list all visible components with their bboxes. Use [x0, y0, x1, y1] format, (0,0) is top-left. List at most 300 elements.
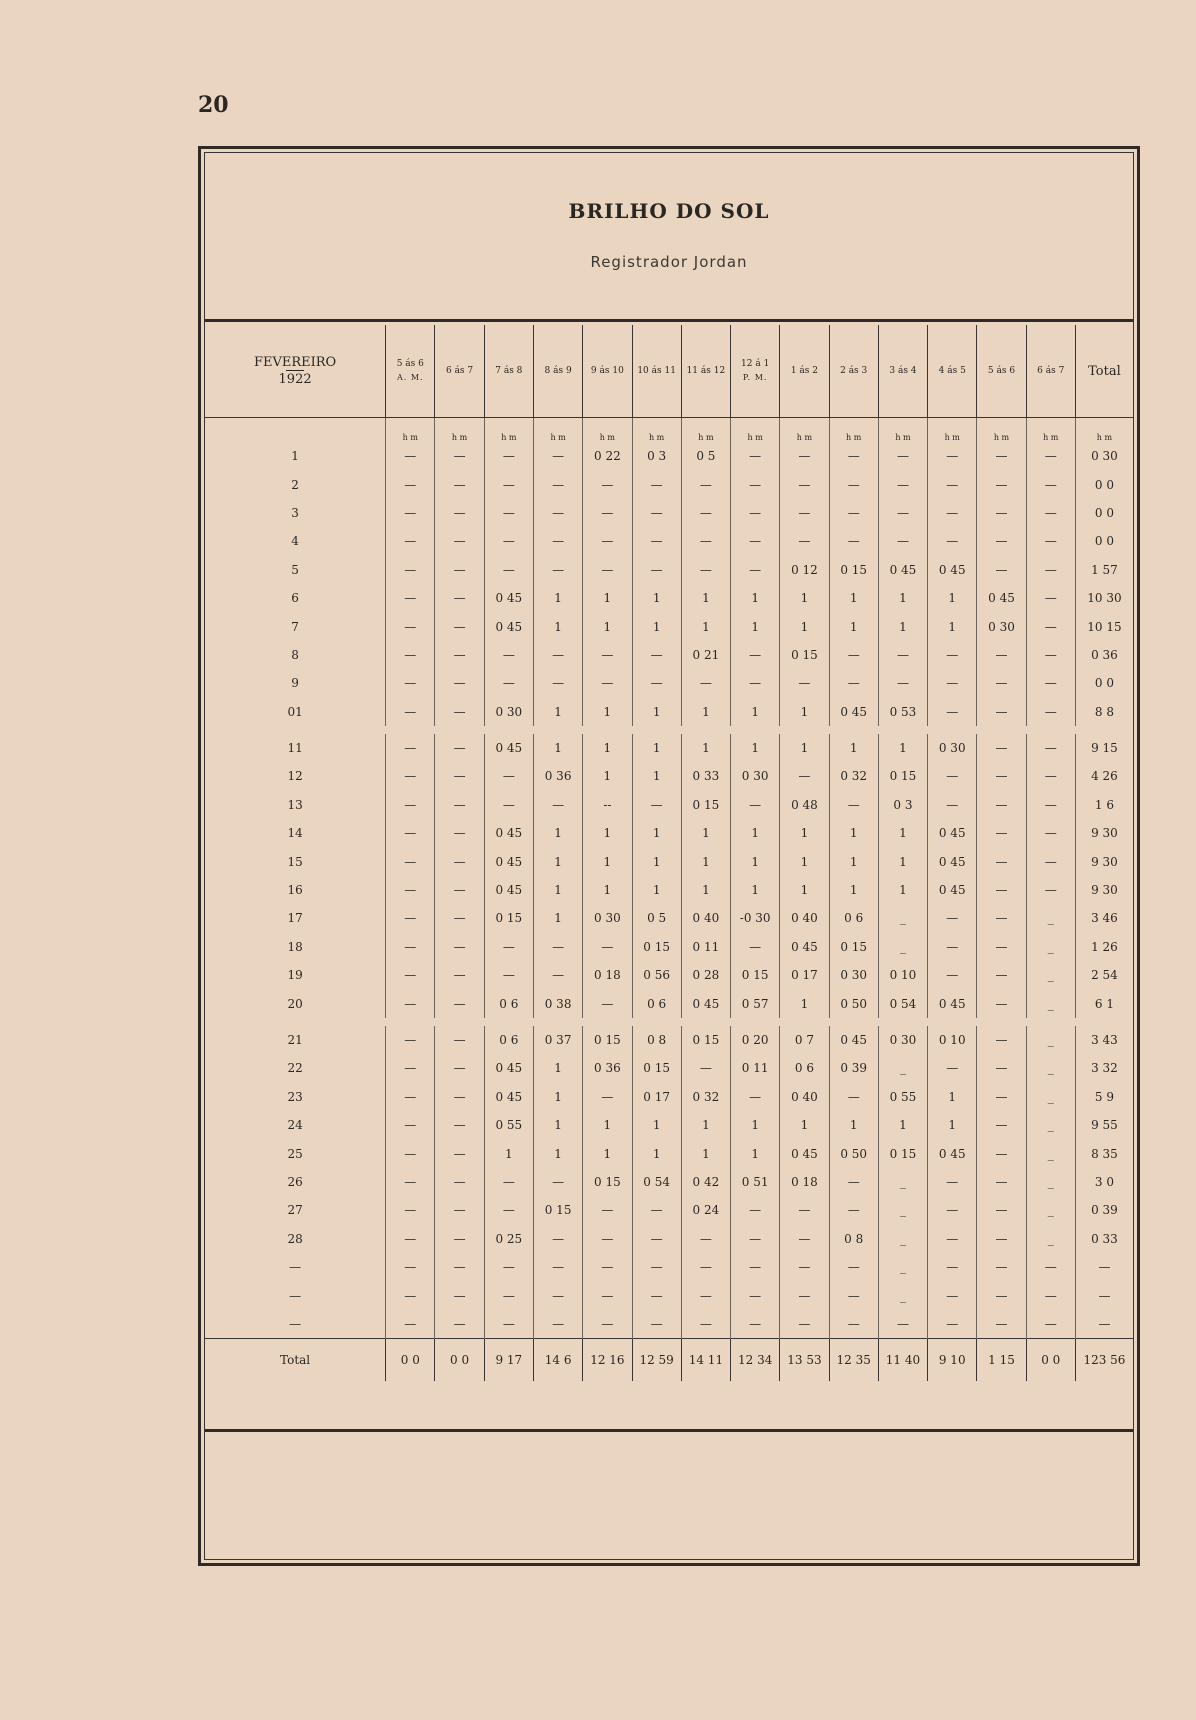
- day-cell: 5: [291, 562, 299, 577]
- day-cell: 12: [287, 769, 303, 784]
- hour-cell: —: [386, 876, 435, 904]
- hour-cell: 0 6: [632, 989, 681, 1017]
- hour-cell: —: [731, 499, 780, 527]
- day-cell: 21: [287, 1033, 303, 1047]
- day-cell: 3: [291, 505, 299, 520]
- hour-cell: —: [435, 556, 484, 584]
- hour-cell: 0 53: [878, 698, 927, 726]
- hour-cell: —: [977, 1139, 1026, 1167]
- hour-cell: 0 6: [780, 1054, 829, 1082]
- row-total-cell: 9 15: [1075, 734, 1133, 762]
- hour-cell: —: [829, 1083, 878, 1111]
- hour-cell: 1: [878, 847, 927, 875]
- month-label: FEVEREIRO: [253, 355, 337, 370]
- hour-cell: 0 15: [632, 1054, 681, 1082]
- hour-cell: —: [977, 1054, 1026, 1082]
- column-header: [533, 325, 582, 418]
- hour-cell: —: [681, 1225, 730, 1253]
- hour-cell: --: [583, 791, 632, 819]
- unit-label: h m: [1026, 418, 1075, 443]
- table-row: [205, 442, 1133, 470]
- hour-cell: —: [435, 1281, 484, 1309]
- hour-cell: —: [632, 1253, 681, 1281]
- hour-cell: —: [386, 847, 435, 875]
- hour-cell: 1: [878, 1111, 927, 1139]
- hour-cell: 1: [780, 734, 829, 762]
- row-total-cell: 9 30: [1075, 876, 1133, 904]
- hour-cell: 0 15: [681, 791, 730, 819]
- hour-cell: 1: [731, 819, 780, 847]
- hour-cell: —: [1026, 584, 1075, 612]
- hour-cell: —: [928, 470, 977, 498]
- hour-cell: 0 12: [780, 556, 829, 584]
- table-frame: [198, 146, 1140, 1566]
- hour-cell: —: [386, 762, 435, 790]
- column-header-label: 12 á 1: [741, 359, 770, 369]
- hour-cell: 0 10: [878, 961, 927, 989]
- hour-cell: —: [928, 791, 977, 819]
- hour-cell: 0 22: [583, 442, 632, 470]
- hour-cell: _: [878, 1054, 927, 1082]
- column-total-cell: 14 6: [533, 1339, 582, 1382]
- hour-cell: —: [435, 641, 484, 669]
- column-total-cell: 12 59: [632, 1339, 681, 1382]
- hour-cell: —: [977, 734, 1026, 762]
- hour-cell: 0 45: [484, 847, 533, 875]
- day-cell: 2: [291, 477, 299, 492]
- column-header-label: 1 ás 2: [790, 365, 819, 376]
- hour-cell: 0 18: [583, 961, 632, 989]
- column-header-label: 10 ás 11: [637, 365, 676, 376]
- total-row-label: Total: [205, 1339, 386, 1382]
- table-row: [205, 933, 1133, 961]
- hour-cell: —: [731, 1083, 780, 1111]
- day-cell: —: [289, 1260, 302, 1275]
- hour-cell: —: [928, 1225, 977, 1253]
- hour-cell: 0 15: [583, 1026, 632, 1054]
- table-row: [205, 791, 1133, 819]
- hour-cell: —: [878, 470, 927, 498]
- hour-cell: 1: [681, 819, 730, 847]
- hour-cell: 0 11: [681, 933, 730, 961]
- hour-cell: —: [583, 989, 632, 1017]
- hour-cell: 0 5: [681, 442, 730, 470]
- row-total-cell: 1 57: [1075, 556, 1133, 584]
- hour-cell: —: [1026, 527, 1075, 555]
- table-row: [205, 499, 1133, 527]
- column-header: [780, 325, 829, 418]
- hour-cell: 0 51: [731, 1168, 780, 1196]
- hour-cell: _: [878, 1253, 927, 1281]
- hour-cell: —: [731, 527, 780, 555]
- row-spacer-cell: [205, 1018, 1133, 1026]
- hour-cell: 0 45: [484, 1054, 533, 1082]
- hour-cell: —: [533, 470, 582, 498]
- hour-cell: —: [386, 961, 435, 989]
- grand-total-cell: 123 56: [1075, 1339, 1133, 1382]
- hour-cell: 0 36: [583, 1054, 632, 1082]
- hour-cell: 0 15: [878, 762, 927, 790]
- hour-cell: —: [435, 669, 484, 697]
- hour-cell: 0 6: [484, 1026, 533, 1054]
- hour-cell: —: [731, 1196, 780, 1224]
- hour-cell: —: [386, 584, 435, 612]
- hour-cell: —: [829, 1281, 878, 1309]
- hour-cell: —: [977, 1111, 1026, 1139]
- hour-cell: 1: [632, 819, 681, 847]
- table-row: [205, 734, 1133, 762]
- table-row: [205, 1139, 1133, 1167]
- hour-cell: 0 55: [878, 1083, 927, 1111]
- hour-cell: —: [878, 641, 927, 669]
- hour-cell: —: [878, 1310, 927, 1339]
- hour-cell: _: [1026, 1111, 1075, 1139]
- hour-cell: —: [681, 556, 730, 584]
- hour-cell: —: [681, 499, 730, 527]
- hour-cell: —: [928, 698, 977, 726]
- hour-cell: 1: [878, 584, 927, 612]
- hour-cell: _: [1026, 1026, 1075, 1054]
- hour-cell: _: [1026, 933, 1075, 961]
- units-blank: [205, 418, 386, 443]
- hour-cell: —: [731, 791, 780, 819]
- hour-cell: 0 17: [780, 961, 829, 989]
- hour-cell: 0 38: [533, 989, 582, 1017]
- hour-cell: —: [583, 1281, 632, 1309]
- hour-cell: 1: [632, 1139, 681, 1167]
- column-total-cell: 11 40: [878, 1339, 927, 1382]
- hour-cell: —: [1026, 499, 1075, 527]
- hour-cell: 0 45: [928, 876, 977, 904]
- hour-cell: 1: [533, 1054, 582, 1082]
- hour-cell: —: [435, 499, 484, 527]
- hour-cell: —: [583, 641, 632, 669]
- units-row: [205, 418, 1133, 443]
- hour-cell: _: [1026, 989, 1075, 1017]
- table-row: [205, 669, 1133, 697]
- hour-cell: —: [977, 470, 1026, 498]
- hour-cell: 1: [780, 584, 829, 612]
- hour-cell: 0 45: [780, 933, 829, 961]
- hour-cell: 0 11: [731, 1054, 780, 1082]
- hour-cell: —: [829, 1310, 878, 1339]
- hour-cell: —: [533, 1225, 582, 1253]
- hour-cell: —: [386, 499, 435, 527]
- row-spacer: [205, 1018, 1133, 1026]
- hour-cell: 0 45: [484, 876, 533, 904]
- hour-cell: —: [977, 1253, 1026, 1281]
- table-row: [205, 612, 1133, 640]
- hour-cell: 0 30: [484, 698, 533, 726]
- hour-cell: 0 45: [977, 584, 1026, 612]
- row-total-cell: 0 36: [1075, 641, 1133, 669]
- row-total-cell: 0 0: [1075, 527, 1133, 555]
- hour-cell: 0 15: [681, 1026, 730, 1054]
- hour-cell: —: [533, 1168, 582, 1196]
- row-spacer-cell: [205, 726, 1133, 734]
- hour-cell: 0 56: [632, 961, 681, 989]
- hour-cell: 1: [731, 876, 780, 904]
- hour-cell: —: [829, 442, 878, 470]
- hour-cell: —: [386, 791, 435, 819]
- hour-cell: —: [928, 961, 977, 989]
- hour-cell: 1: [829, 584, 878, 612]
- hour-cell: —: [632, 499, 681, 527]
- hour-cell: 0 21: [681, 641, 730, 669]
- hour-cell: —: [731, 1281, 780, 1309]
- hour-cell: 1: [780, 819, 829, 847]
- hour-cell: —: [484, 1281, 533, 1309]
- column-header: [583, 325, 632, 418]
- hour-cell: —: [435, 698, 484, 726]
- hour-cell: 1: [829, 876, 878, 904]
- page-subtitle: Registrador Jordan: [590, 253, 748, 271]
- hour-cell: 1: [681, 847, 730, 875]
- hour-cell: _: [878, 1196, 927, 1224]
- hour-cell: 0 18: [780, 1168, 829, 1196]
- hour-cell: —: [928, 1253, 977, 1281]
- row-total-cell: 0 39: [1075, 1196, 1133, 1224]
- hour-cell: —: [435, 847, 484, 875]
- hour-cell: 0 30: [878, 1026, 927, 1054]
- hour-cell: 0 45: [484, 584, 533, 612]
- hour-cell: —: [435, 612, 484, 640]
- column-header-label: 8 ás 9: [544, 365, 572, 376]
- column-header-label: 11 ás 12: [686, 365, 726, 376]
- hour-cell: 0 55: [484, 1111, 533, 1139]
- hour-cell: 1: [681, 876, 730, 904]
- hour-cell: —: [533, 961, 582, 989]
- hour-cell: 0 8: [632, 1026, 681, 1054]
- hour-cell: -0 30: [731, 904, 780, 932]
- hour-cell: 0 17: [632, 1083, 681, 1111]
- hour-cell: 1: [928, 612, 977, 640]
- unit-label: h m: [681, 418, 730, 443]
- hour-cell: 1: [533, 876, 582, 904]
- day-cell: 15: [287, 854, 303, 869]
- hour-cell: 0 45: [928, 1139, 977, 1167]
- hour-cell: —: [435, 1310, 484, 1339]
- table-row: [205, 876, 1133, 904]
- hour-cell: —: [780, 1253, 829, 1281]
- column-header-label: 5 ás 6: [396, 359, 424, 369]
- table-row: [205, 1253, 1133, 1281]
- table-row: [205, 762, 1133, 790]
- hour-cell: 0 30: [583, 904, 632, 932]
- day-cell: 18: [287, 939, 303, 954]
- hour-cell: —: [1026, 442, 1075, 470]
- hour-cell: _: [1026, 1196, 1075, 1224]
- hour-cell: 1: [632, 762, 681, 790]
- hour-cell: 1: [583, 819, 632, 847]
- hour-cell: 1: [632, 876, 681, 904]
- hour-cell: —: [435, 527, 484, 555]
- table-row: [205, 819, 1133, 847]
- hour-cell: —: [533, 669, 582, 697]
- hour-cell: —: [1026, 1310, 1075, 1339]
- hour-cell: 0 30: [731, 762, 780, 790]
- hour-cell: 0 45: [484, 612, 533, 640]
- hour-cell: —: [386, 933, 435, 961]
- hour-cell: 0 45: [928, 819, 977, 847]
- hour-cell: —: [583, 1083, 632, 1111]
- hour-cell: —: [386, 904, 435, 932]
- hour-cell: —: [1026, 612, 1075, 640]
- column-header-period: A. M.: [397, 373, 424, 382]
- hour-cell: —: [1026, 791, 1075, 819]
- hour-cell: —: [928, 1310, 977, 1339]
- hour-cell: 0 32: [829, 762, 878, 790]
- hour-cell: —: [977, 819, 1026, 847]
- table-row: [205, 1083, 1133, 1111]
- hour-cell: —: [435, 933, 484, 961]
- row-total-cell: 4 26: [1075, 762, 1133, 790]
- hour-cell: —: [533, 499, 582, 527]
- hour-cell: 1: [780, 989, 829, 1017]
- table-body: [205, 418, 1133, 1339]
- day-cell: 7: [291, 619, 299, 634]
- hour-cell: —: [977, 1281, 1026, 1309]
- hour-cell: 1: [780, 847, 829, 875]
- table-row: [205, 1026, 1133, 1054]
- hour-cell: 0 24: [681, 1196, 730, 1224]
- table-row: [205, 1225, 1133, 1253]
- hour-cell: —: [731, 669, 780, 697]
- hour-cell: —: [928, 641, 977, 669]
- table-row: [205, 698, 1133, 726]
- hour-cell: —: [928, 1196, 977, 1224]
- hour-cell: 0 15: [878, 1139, 927, 1167]
- day-cell: 11: [287, 741, 303, 756]
- day-cell: 17: [287, 911, 303, 926]
- hour-cell: —: [386, 442, 435, 470]
- hour-cell: —: [484, 442, 533, 470]
- hour-cell: —: [533, 556, 582, 584]
- hour-cell: —: [583, 933, 632, 961]
- hour-cell: —: [977, 641, 1026, 669]
- column-header-label: 9 ás 10: [590, 365, 624, 376]
- hour-cell: 1: [928, 584, 977, 612]
- hour-cell: —: [533, 527, 582, 555]
- column-header: [386, 325, 435, 418]
- hour-cell: 1: [533, 584, 582, 612]
- table-row: [205, 584, 1133, 612]
- hour-cell: —: [928, 1281, 977, 1309]
- row-total-cell: 9 30: [1075, 819, 1133, 847]
- hour-cell: —: [435, 442, 484, 470]
- column-total-cell: 1 15: [977, 1339, 1026, 1382]
- hour-cell: —: [977, 499, 1026, 527]
- hour-cell: —: [435, 1139, 484, 1167]
- hour-cell: —: [435, 961, 484, 989]
- hour-cell: —: [928, 527, 977, 555]
- column-header-row: [205, 325, 1133, 418]
- hour-cell: _: [878, 1281, 927, 1309]
- unit-label: h m: [632, 418, 681, 443]
- hour-cell: —: [829, 669, 878, 697]
- day-cell: 9: [291, 676, 299, 691]
- hour-cell: —: [681, 1281, 730, 1309]
- hour-cell: —: [386, 1026, 435, 1054]
- hour-cell: —: [731, 442, 780, 470]
- hour-cell: 1: [583, 847, 632, 875]
- hour-cell: —: [435, 876, 484, 904]
- unit-label: h m: [780, 418, 829, 443]
- row-total-cell: —: [1075, 1281, 1133, 1309]
- hour-cell: —: [583, 556, 632, 584]
- hour-cell: 1: [583, 612, 632, 640]
- hour-cell: —: [829, 1253, 878, 1281]
- day-cell: 6: [291, 591, 299, 606]
- hour-cell: —: [977, 933, 1026, 961]
- hour-cell: —: [780, 669, 829, 697]
- column-header: [878, 325, 927, 418]
- column-total-cell: 9 10: [928, 1339, 977, 1382]
- hour-cell: 0 10: [928, 1026, 977, 1054]
- column-header-label: Total: [1088, 363, 1121, 379]
- hour-cell: —: [386, 669, 435, 697]
- hour-cell: —: [583, 669, 632, 697]
- column-header: [731, 325, 780, 418]
- row-total-cell: —: [1075, 1310, 1133, 1339]
- hour-cell: 0 15: [484, 904, 533, 932]
- hour-cell: —: [632, 669, 681, 697]
- hour-cell: 1: [484, 1139, 533, 1167]
- hour-cell: 0 45: [928, 847, 977, 875]
- hour-cell: 0 3: [878, 791, 927, 819]
- hour-cell: —: [533, 641, 582, 669]
- hour-cell: _: [878, 1225, 927, 1253]
- hour-cell: 0 45: [780, 1139, 829, 1167]
- column-total-cell: 12 35: [829, 1339, 878, 1382]
- day-cell: 19: [287, 968, 303, 983]
- hour-cell: 0 15: [583, 1168, 632, 1196]
- hour-cell: 0 45: [484, 819, 533, 847]
- row-total-cell: 0 0: [1075, 470, 1133, 498]
- hour-cell: —: [435, 734, 484, 762]
- hour-cell: —: [681, 1310, 730, 1339]
- hour-cell: —: [435, 584, 484, 612]
- row-total-cell: 9 30: [1075, 847, 1133, 875]
- hour-cell: —: [484, 791, 533, 819]
- sunshine-table: [205, 325, 1133, 1381]
- column-header: [928, 325, 977, 418]
- table-row: [205, 1054, 1133, 1082]
- column-header-label: 6 ás 7: [445, 365, 474, 376]
- hour-cell: —: [878, 669, 927, 697]
- hour-cell: 1: [583, 734, 632, 762]
- unit-label: h m: [583, 418, 632, 443]
- hour-cell: 0 45: [928, 556, 977, 584]
- row-total-cell: 0 30: [1075, 442, 1133, 470]
- row-total-cell: 3 46: [1075, 904, 1133, 932]
- hour-cell: 1: [731, 847, 780, 875]
- hour-cell: 1: [681, 584, 730, 612]
- hour-cell: —: [977, 1168, 1026, 1196]
- day-cell: 13: [287, 797, 303, 812]
- hour-cell: 0 40: [780, 904, 829, 932]
- unit-label: h m: [435, 418, 484, 443]
- table-row: [205, 556, 1133, 584]
- row-total-cell: 2 54: [1075, 961, 1133, 989]
- hour-cell: 0 57: [731, 989, 780, 1017]
- hour-cell: 0 30: [977, 612, 1026, 640]
- hour-cell: —: [731, 1310, 780, 1339]
- unit-label: h m: [829, 418, 878, 443]
- hour-cell: —: [533, 791, 582, 819]
- hour-cell: 0 45: [928, 989, 977, 1017]
- hour-cell: 1: [533, 698, 582, 726]
